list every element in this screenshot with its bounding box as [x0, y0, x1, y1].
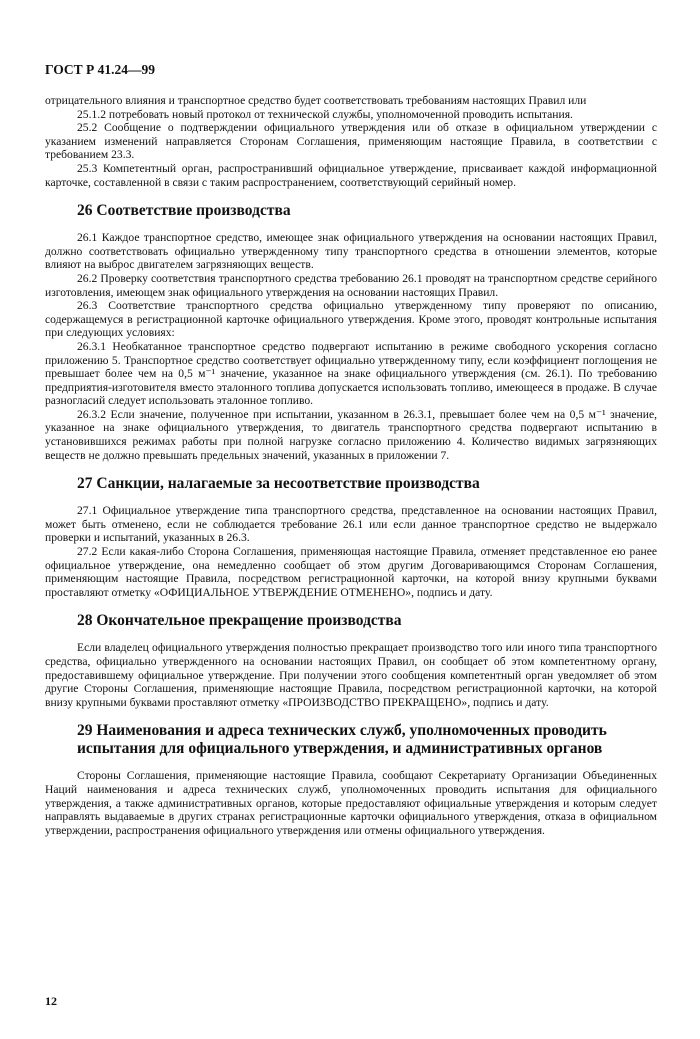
document-header: ГОСТ Р 41.24—99: [45, 62, 156, 77]
section-28: [45, 612, 657, 709]
paragraph: 27.1 Официальное утверждение типа транспортного средства, представленное на основании настоящих Правил, может быть отменено, если не соблюдается требование 26.1 или если данное транспортное средство не выдержало проверки и испытаний, указанных в 26.3.: [45, 504, 657, 545]
paragraph: Если владелец официального утверждения полностью прекращает производство того или иного типа транспортного средства, официально утвержденного на основании настоящих Правил, он сообщает об этом компетентному органу, предоставившему официальное утверждение. При получении этого сообщения компетентный орган уведомляет об этом другие Стороны Соглашения, применяющие настоящие Правила, посредством регистрационной карточки, на которой внизу крупными буквами проставляют отметку «ПРОИЗВОДСТВО ПРЕКРАЩЕНО», подпись и дату.: [45, 641, 657, 709]
paragraph: 26.1 Каждое транспортное средство, имеющее знак официального утверждения на основании настоящих Правил, должно соответствовать официально утвержденному типу транспортного средства в отношении элементов, которые влияют на выброс двигателем загрязняющих веществ.: [45, 231, 657, 272]
intro-block: [45, 94, 657, 189]
paragraph: 26.3.1 Необкатанное транспортное средство подвергают испытанию в режиме свободного ускорения согласно приложению 5. Транспортное средство соответствует официально утвержденному типу, если коэффициент поглощения не превышает более чем на 0,5 м⁻¹ значение, указанное на знаке официального утверждения (см. 26.1). По требованию предприятия-изготовителя вместо эталонного топлива допускается использовать топливо, имеющееся в продаже. В случае разногласий следует использовать эталонное топливо.: [45, 339, 657, 408]
paragraph: 26.3.2 Если значение, полученное при испытании, указанном в 26.3.1, превышает более чем на 0,5 м⁻¹ значение, указанное на знаке официального утверждения, то двигатель транспортного средства подвергают испытанию в установившихся режимах работы при полной нагрузке согласно приложению 4. Количество видимых загрязняющих веществ не должно превышать предельных значений, указанных в приложении 7.: [45, 407, 657, 462]
page-number: 12: [45, 994, 57, 1008]
document-page: [45, 62, 657, 837]
paragraph: 25.1.2 потребовать новый протокол от технической службы, уполномоченной проводить испытания.: [77, 107, 573, 121]
paragraph: 25.2 Сообщение о подтверждении официального утверждения или об отказе в официальном утверждении с указанием изменений направляется Сторонам Соглашения, применяющим настоящие Правила, в соответствии с требованием 23.3.: [45, 121, 657, 162]
paragraph: 27.2 Если какая-либо Сторона Соглашения, применяющая настоящие Правила, отменяет представленное ею ранее официальное утверждение, она немедленно сообщает об этом другим Договаривающимся Сторонам Соглашения, применяющим настоящие Правила, посредством регистрационной карточки, на которой внизу крупными буквами проставляют отметку «ОФИЦИАЛЬНОЕ УТВЕРЖДЕНИЕ ОТМЕНЕНО», подпись и дату.: [45, 545, 657, 599]
section-heading: 28 Окончательное прекращение производства: [77, 612, 402, 630]
section-heading: 26 Соответствие производства: [77, 202, 291, 220]
section-heading: 27 Санкции, налагаемые за несоответствие производства: [77, 475, 480, 493]
paragraph: Стороны Соглашения, применяющие настоящие Правила, сообщают Секретариату Организации Объединенных Наций наименования и адреса технических служб, уполномоченных проводить испытания для официального утверждения, а также административных органов, которые предоставляют официальные утверждения и которым следует направлять выдаваемые в других странах регистрационные карточки официального утверждения, отказа в официальном утверждении, распространения официального утверждения или отмены официального утверждения.: [45, 769, 657, 837]
paragraph: 25.3 Компетентный орган, распространивший официальное утверждение, присваивает каждой информационной карточке, составленной в связи с таким распространением, соответствующий серийный номер.: [45, 161, 657, 189]
section-29: [45, 722, 657, 837]
section-heading: 29 Наименования и адреса технических служб, уполномоченных проводить испытания для официального утверждения, и административных органов: [77, 722, 607, 758]
paragraph: 26.3 Соответствие транспортного средства официально утвержденному типу проверяют по описанию, содержащемуся в регистрационной карточке официального утверждения. Кроме этого, проводят контрольные испытания при следующих условиях:: [45, 299, 657, 340]
paragraph: 26.2 Проверку соответствия транспортного средства требованию 26.1 проводят на транспортном средстве серийного изготовления, имеющем знак официального утверждения на основании настоящих Правил.: [45, 271, 657, 299]
section-27: [45, 475, 657, 599]
paragraph: отрицательного влияния и транспортное средство будет соответствовать требованиям настоящих Правил или: [45, 94, 587, 107]
section-26: [45, 202, 657, 462]
